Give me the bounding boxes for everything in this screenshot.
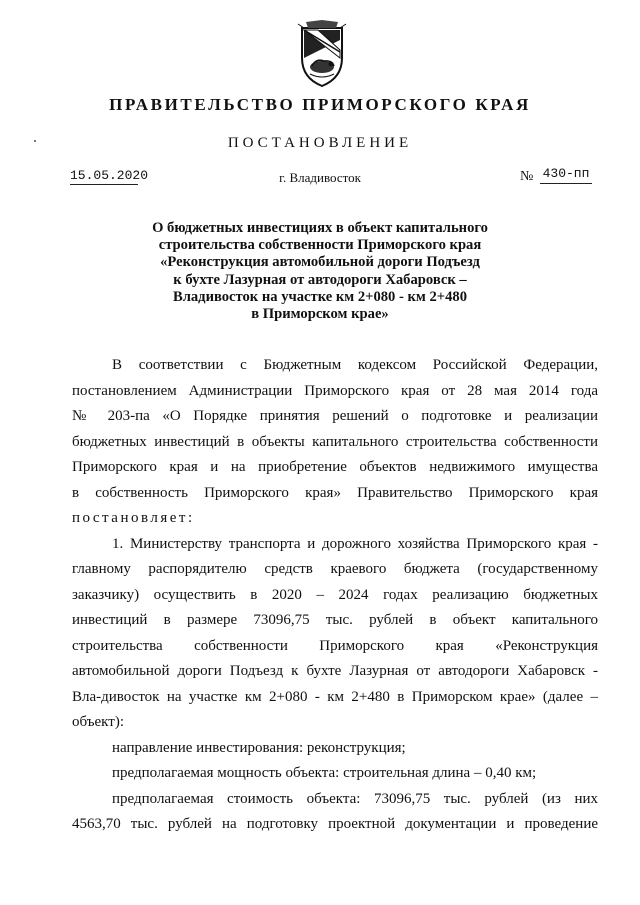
number-sign: № — [520, 169, 534, 184]
body-line: Приморского края и на приобретение объектов недвижимого имущества — [72, 459, 598, 475]
body-line: в собственность Приморского края» Правительство Приморского края — [72, 484, 598, 501]
subject-line: Владивосток на участке км 2+080 - км 2+480 — [172, 288, 468, 305]
body-line: Вла-дивосток на участке км 2+080 - км 2+480 в Приморском крае» (далее – — [72, 688, 598, 705]
document-date: 15.05.2020 — [70, 168, 149, 183]
document-type: ПОСТАНОВЛЕНИЕ — [227, 135, 413, 151]
subject-line: «Реконструкция автомобильной дороги Подъезд — [160, 254, 480, 271]
subject-line: строительства собственности Приморского края — [158, 237, 482, 254]
body-line-resolves: постановляет: — [72, 510, 195, 526]
body-line: объект): — [72, 714, 124, 730]
scan-speck — [34, 140, 36, 142]
body-line: автомобильной дороги Подъезд к бухте Лазурная от автодороги Хабаровск - — [72, 663, 598, 679]
subject-line: в Приморском крае» — [251, 306, 389, 323]
body-line: предполагаемая стоимость объекта: 73096,75 тыс. рублей (из них — [112, 790, 598, 807]
document-number: 430-пп — [540, 166, 592, 184]
body-line: 4563,70 тыс. рублей на подготовку проектной документации и проведение — [72, 816, 598, 832]
government-title: ПРАВИТЕЛЬСТВО ПРИМОРСКОГО КРАЯ — [109, 95, 531, 114]
body-line: № 203-па «О Порядке принятия решений о подготовке и реализации — [72, 408, 598, 424]
body-line: бюджетных инвестиций в объекты капитального строительства собственности — [72, 433, 598, 450]
body-line: В соответствии с Бюджетным кодексом Российской Федерации, — [112, 357, 598, 373]
body-line: строительства собственности Приморского края «Реконструкция — [72, 637, 598, 654]
subject-line: к бухте Лазурная от автодороги Хабаровск – — [173, 271, 467, 288]
document-subject — [140, 220, 500, 323]
body-line: главному распорядителю средств краевого бюджета (государственному — [72, 561, 598, 577]
body-line: постановлением Администрации Приморского края от 28 мая 2014 года — [72, 382, 598, 399]
document-city: г. Владивосток — [279, 170, 361, 185]
body-line: направление инвестирования: реконструкция; — [112, 739, 406, 756]
subject-line: О бюджетных инвестициях в объект капитального — [152, 220, 488, 236]
coat-of-arms-emblem — [296, 20, 348, 90]
body-line: заказчику) осуществить в 2020 – 2024 годах реализацию бюджетных — [72, 586, 598, 603]
body-line: 1. Министерству транспорта и дорожного хозяйства Приморского края - — [112, 535, 598, 552]
body-line: инвестиций в размере 73096,75 тыс. рублей в объект капитального — [72, 612, 598, 628]
body-line: предполагаемая мощность объекта: строительная длина – 0,40 км; — [112, 765, 537, 781]
document-body — [72, 353, 598, 838]
